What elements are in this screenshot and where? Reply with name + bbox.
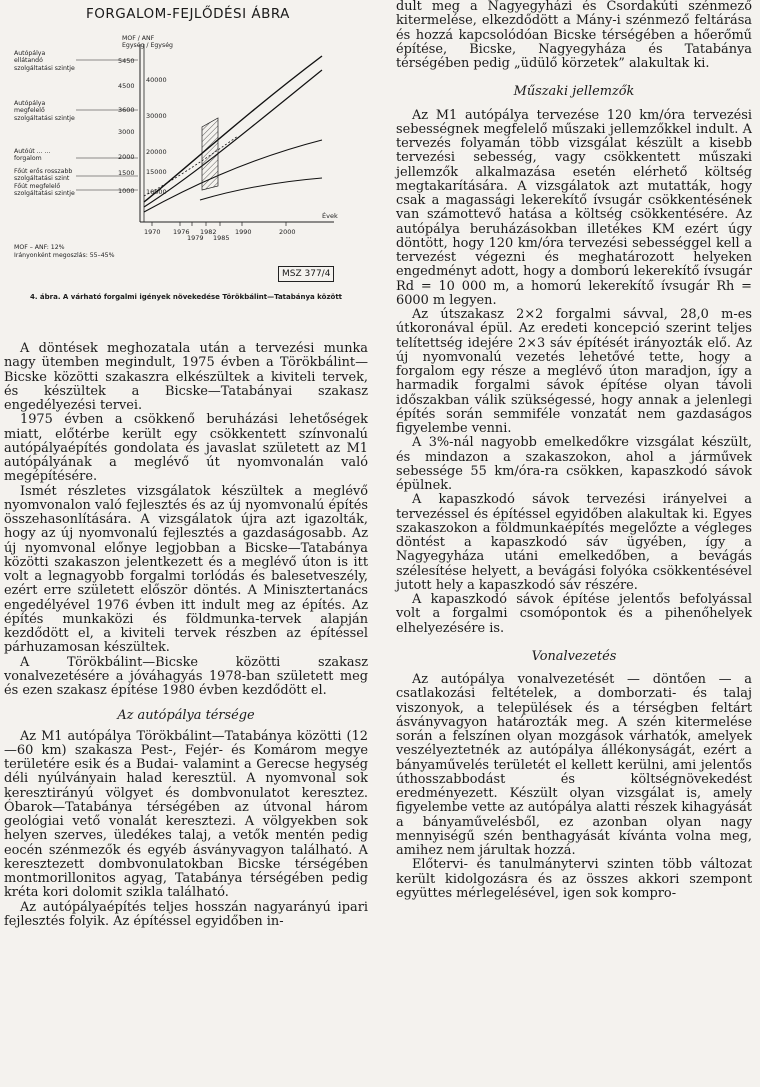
- paragraph: Az autópályaépítés teljes hosszán nagyarányú ipari fejlesztés folyik. Az építéssel egyidőben in-: [4, 899, 368, 929]
- legend-item: Autópálya ellátandó szolgáltatási szintje: [14, 50, 75, 72]
- standard-stamp: MSZ 377/4: [278, 266, 334, 282]
- curve-mid: [144, 140, 322, 212]
- x-tick: 1990: [235, 228, 252, 236]
- paragraph: dult meg a Nagyegyházi és Csordakúti szénmező kitermelése, elkezdődött a Mány-i szénmező feltárása és hozzá kapcsolódóan Bicske térségében a hőerőmű építése, Bicske, Nagyegyháza és Tatabánya térségében pedig „üdülő körzetek” alakultak ki.: [396, 0, 752, 71]
- y-tick-right: 40000: [146, 76, 167, 84]
- column-header-2: Egység / Egység: [122, 42, 173, 49]
- figure-caption: 4. ábra. A várható forgalmi igények növekedése Törökbálint—Tatabánya között: [29, 293, 343, 301]
- y-tick-right: 15000: [146, 168, 167, 176]
- paragraph: Az útszakasz 2×2 forgalmi sávval, 28,0 m-es útkoronával épül. Az eredeti koncepció szerint teljes telítettség idejére 2×3 sáv építését irányozták elő. Az új nyomvonalú vezetés lehetővé tette, hogy a forgalom egy része a meglévő úton maradjon, így a harmadik forgalmi sávok építése olyan távoli időszakban válik szükségessé, hogy annak a jelenlegi építés során semmiféle vonzatát nem gazdaságos figyelembe venni.: [396, 307, 752, 436]
- paragraph: Az autópálya vonalvezetését — döntően — a csatlakozási feltételek, a domborzati- és talaj viszonyok, a települések és a térségben feltárt ásványvagyon határozták meg. A szén kitermelése során a felszínen olyan mozgások várhatók, amelyek veszélyeztetnék az autópálya állékonyságát, ezért a bányaművelés területét el kellett kerülni, ami jelentős úthosszabbodást és költségnövekedést eredményezett. Készült olyan vizsgálat is, amely figyelembe vette az autópálya alatti részek kihagyását a bányaművelésből, ez azonban olyan nagy mennyiségű szén benthagyását kívánta volna meg, amihez nem járultak hozzá.: [396, 672, 752, 858]
- paragraph: A döntések meghozatala után a tervezési munka nagy ütemben megindult, 1975 évben a Törökbálint—Bicske közötti szakaszra elkészültek a kiviteli tervek, és készültek a Bicske—Tatabányai szakasz engedélyezési tervei.: [4, 341, 368, 413]
- paragraph: Az M1 autópálya Törökbálint—Tatabánya közötti (12—60 km) szakasza Pest-, Fejér- és Komárom megye területére esik és a Budai- valamint a Gerecse hegység déli nyúlványain halad keresztül. A nyomvonal sok keresztirányú völgyet és dombvonulatot keresztez. Óbarok—Tatabánya térségében az útvonal három geológiai vető vonalát keresztezi. A völgyekben sok helyen szerves, üledékes talaj, a vetők mentén pedig eocén szénmezők és egyéb ásványvagyon található. A keresztezett dombvonulatokban Bicske térségében montmorillonitos agyag, Tatabánya térségében pedig kréta kori dolomit szikla található.: [4, 728, 368, 901]
- figure-note: Irányonként megoszlás: 55–45%: [14, 252, 115, 259]
- y-tick-right: 20000: [146, 148, 167, 156]
- figure-title: FORGALOM-FEJLŐDÉSI ÁBRA: [86, 6, 290, 22]
- y-tick-left: 3000: [118, 128, 135, 136]
- legend-item: Autópálya megfelelő szolgáltatási szintje: [14, 100, 75, 122]
- paragraph: A kapaszkodó sávok tervezési irányelvei a tervezéssel és építéssel egyidőben alakultak ki. Egyes szakaszokon a földmunkaépítés megelőzte a végleges döntést a kapaszkodó sáv ügyében, így a Nagyegyháza utáni emelkedőben, a bevágás szélesítése helyett, a bevágási folyóka csökkentésével jutott hely a kapaszkodó sáv részére.: [396, 492, 752, 593]
- paragraph: Az M1 autópálya tervezése 120 km/óra tervezési sebességnek megfelelő műszaki jellemzőkkel indult. A tervezés folyamán több vizsgálat készült a kisebb tervezési sebesség, vagy csökkentett műszaki jellemzők alkalmazása esetén elérhető költség megtakarítására. A vizsgálatok azt mutatták, hogy csak a magassági lekerekítő ívsugár csökkentésének van számottevő hatása a költség csökkentésére. Az autópálya beruházásokban illetékes KM ezért úgy döntött, hogy 120 km/óra tervezési sebességgel kell a tervezést végezni és meghatározott helyeken engedményt adott, hogy a domború lekerekítő ívsugár Rd = 10 000 m, a homorú lekerekítő ívsugár Rh = 6000 m legyen.: [396, 107, 752, 308]
- x-tick: 1979: [187, 234, 204, 242]
- y-tick-right: 30000: [146, 112, 167, 120]
- y-tick-left: 4500: [118, 82, 135, 90]
- x-tick: 1982: [200, 228, 217, 236]
- paragraph: A kapaszkodó sávok építése jelentős befolyással volt a forgalmi csomópontok és a pihenőhelyek elhelyezésére is.: [396, 592, 752, 636]
- left-column: [4, 0, 368, 929]
- x-tick: 1976: [173, 228, 190, 236]
- x-axis-unit: Évek: [322, 212, 338, 220]
- section-heading: Műszaki jellemzők: [513, 84, 635, 100]
- curve-upper-1: [144, 56, 322, 202]
- y-tick-left: 3600: [118, 106, 135, 114]
- curve-upper-2: [144, 70, 322, 207]
- y-tick-right: 10000: [146, 188, 167, 196]
- section-heading: Az autópálya térsége: [117, 708, 255, 724]
- traffic-growth-figure: [4, 0, 368, 330]
- paragraph: A Törökbálint—Bicske közötti szakasz vonalvezetésére a jóváhagyás 1978-ban született meg és ezen szakasz építése 1980 évben kezdődött el.: [4, 654, 368, 698]
- section-heading: Vonalvezetés: [531, 648, 617, 664]
- y-tick-left: 5450: [118, 57, 135, 65]
- paragraph: Ismét részletes vizsgálatok készültek a meglévő nyomvonalon való fejlesztés és az új nyomvonalú építés összehasonlítására. A vizsgálatok újra azt igazolták, hogy az új nyomvonalú fejlesztés a gazdaságosabb. Az új nyomvonal előnye legjobban a Bicske—Tatabánya közötti szakaszon jelentkezett és a meglévő úton is itt volt a legnagyobb forgalmi torlódás és balesetveszély, ezért erre született először döntés. A Minisztertanács engedélyével 1976 évben itt indult meg az építés. Az építés munkaközi és földmunka-tervek alapján kezdődött el, a kiviteli tervek részben az építéssel párhuzamosan készültek.: [4, 483, 368, 656]
- right-column: [396, 0, 752, 901]
- x-tick: 1970: [144, 228, 161, 236]
- y-tick-left: 1500: [118, 169, 135, 177]
- paragraph: A 3%-nál nagyobb emelkedőkre vizsgálat készült, és mindazon a szakaszokon, ahol a járművek sebessége 55 km/óra-ra csökken, kapaszkodó sávok épülnek.: [396, 435, 752, 493]
- paragraph: 1975 évben a csökkenő beruházási lehetőségek miatt, előtérbe került egy csökkentett színvonalú autópályaépítés gondolata és javaslat született az M1 autópályának a meglévő út nyomvonalán való megépítésére.: [4, 412, 368, 485]
- column-header-1: MOF / ANF: [122, 35, 155, 42]
- legend-item: Főút erős rosszabb szolgáltatási szint: [14, 168, 73, 183]
- paragraph: Előtervi- és tanulmánytervi szinten több változat került kidolgozásra és az összes akkori szempont együttes mérlegelésével, igen sok kompro-: [396, 857, 752, 901]
- legend-item: Autóút ... ... forgalom: [14, 148, 51, 163]
- legend-item: Főút megfelelő szolgáltatási szintje: [14, 183, 75, 198]
- figure-note: MOF – ANF: 12%: [14, 244, 65, 251]
- y-tick-left: 1000: [118, 187, 135, 195]
- x-tick: 2000: [279, 228, 296, 236]
- y-tick-left: 2000: [118, 153, 135, 161]
- x-tick: 1985: [213, 234, 230, 242]
- curve-dashed: [144, 136, 238, 196]
